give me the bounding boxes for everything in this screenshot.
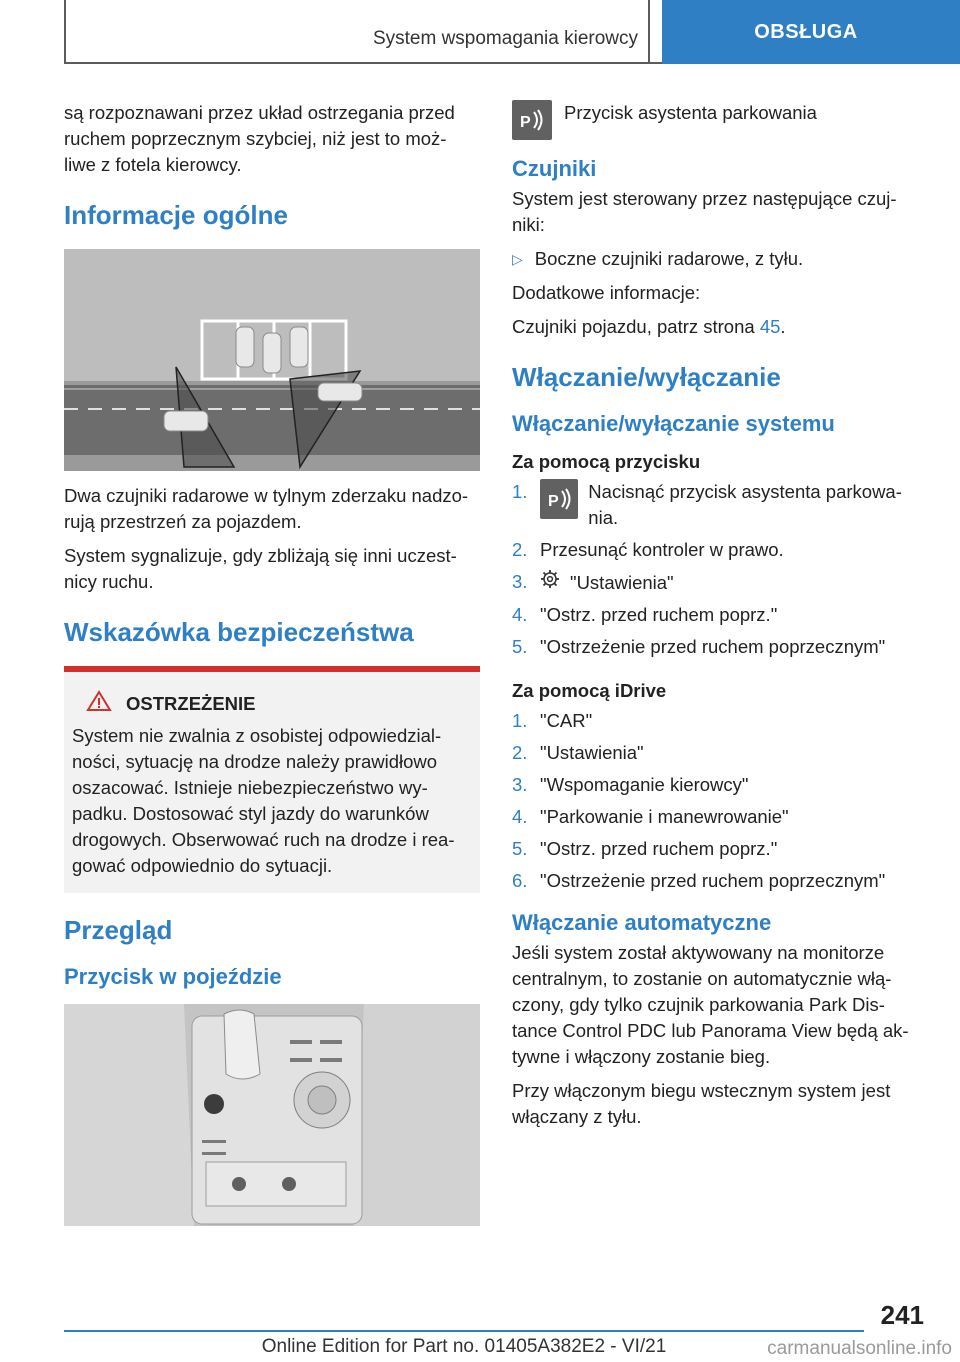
heading-sensors: Czujniki	[512, 156, 597, 181]
edition-text: Online Edition for Part no. 01405A382E2 - VI/21	[261, 1336, 667, 1357]
auto-paragraph-2: Przy włączonym biegu wstecznym system jest włączany z tyłu.	[512, 1080, 891, 1127]
list-item: 2. Przesunąć kontroler w prawo.	[512, 539, 784, 560]
list-item: 3. "Wspomaganie kierowcy"	[512, 774, 749, 795]
list-item: 5. "Ostrz. przed ruchem poprz."	[512, 838, 778, 859]
center-console-illustration	[64, 1004, 480, 1226]
list-item: 1. "CAR"	[512, 710, 593, 731]
warning-title: OSTRZEŻENIE	[126, 692, 256, 714]
idrive-steps-list	[512, 708, 922, 894]
list-item: 3. "Ustawienia"	[512, 569, 922, 596]
heading-overview: Przegląd	[64, 915, 173, 945]
list-item: 2. "Ustawienia"	[512, 742, 644, 763]
sensor-reference: Czujniki pojazdu, patrz strona 45.	[512, 316, 786, 337]
heading-by-idrive: Za pomocą iDrive	[512, 680, 667, 701]
sensor-list	[512, 246, 922, 272]
svg-text:P: P	[520, 114, 531, 131]
heading-safety: Wskazówka bezpieczeństwa	[64, 617, 414, 647]
parking-diagram-image	[64, 249, 480, 471]
left-column	[64, 100, 480, 1226]
parking-diagram-illustration	[64, 249, 480, 471]
page-link-45[interactable]: 45	[759, 316, 781, 337]
intro-paragraph: są rozpoznawani przez układ ostrzegania przed ruchem poprzecznym szybciej, niż jest to moż- liwe z fotela kierowcy.	[64, 102, 455, 175]
list-item: ▷ Boczne czujniki radarowe, z tyłu.	[512, 246, 922, 272]
park-assist-button-row	[512, 100, 922, 140]
warning-text: System nie zwalnia z osobistej odpowiedzial- ności, sytuację na drodze należy prawidłowo oszacować. Istnieje niebezpieczeństwo wy- padku. Dostosować styl jazdy do warunków drogowych. Obserwować ruch na drodze i rea- gować odpowiednio do sytuacji.	[72, 725, 455, 876]
page-number: 241	[880, 1300, 924, 1330]
watermark: carmanualsonline.info	[767, 1338, 952, 1359]
heading-on-off-system: Włączanie/wyłączanie systemu	[512, 411, 835, 436]
heading-auto-on: Włączanie automatyczne	[512, 910, 772, 935]
sensors-paragraph: System jest sterowany przez następujące czuj- niki:	[512, 188, 897, 235]
header-divider	[648, 0, 650, 64]
warning-header	[86, 690, 472, 717]
gear-icon	[540, 569, 560, 596]
park-assist-button-icon[interactable]	[512, 100, 552, 140]
auto-paragraph-1: Jeśli system został aktywowany na monitorze centralnym, to zostanie on automatycznie włą- czony, gdy tylko czujnik parkowania Park Dis- tance Control PDC lub Panorama View będą ak- tywne i włączony zostanie bieg.	[512, 942, 909, 1067]
list-item: 4. "Parkowanie i manewrowanie"	[512, 806, 789, 827]
general-paragraph-1: Dwa czujniki radarowe w tylnym zderzaku nadzo- rują przestrzeń za pojazdem.	[64, 485, 469, 532]
warning-box	[64, 666, 480, 893]
heading-by-button: Za pomocą przycisku	[512, 451, 701, 472]
list-item: 5. "Ostrzeżenie przed ruchem poprzecznym"	[512, 636, 886, 657]
additional-info-label: Dodatkowe informacje:	[512, 282, 701, 303]
list-item: 6. "Ostrzeżenie przed ruchem poprzecznym"	[512, 870, 886, 891]
park-assist-button-icon[interactable]	[540, 479, 578, 519]
heading-button-in-vehicle: Przycisk w pojeździe	[64, 964, 282, 989]
svg-text:P: P	[548, 493, 559, 510]
section-tab[interactable]: OBSŁUGA	[662, 0, 960, 64]
list-item: 1. P Nacisnąć przycisk asystenta parkowa- nia.	[512, 481, 902, 528]
general-paragraph-2: System sygnalizuje, gdy zbliżają się inni uczest- nicy ruchu.	[64, 545, 457, 592]
list-item: 4. "Ostrz. przed ruchem poprz."	[512, 604, 778, 625]
warning-triangle-icon	[86, 690, 112, 717]
park-assist-button-label: Przycisk asystenta parkowania	[564, 102, 817, 123]
footer-rule	[64, 1330, 864, 1332]
chapter-title: System wspomagania kierowcy	[372, 28, 638, 49]
right-column	[512, 100, 922, 1138]
heading-on-off: Włączanie/wyłączanie	[512, 362, 781, 392]
center-console-image	[64, 1004, 480, 1226]
triangle-bullet-icon: ▷	[512, 251, 523, 267]
heading-general-info: Informacje ogólne	[64, 200, 288, 230]
button-steps-list	[512, 479, 922, 660]
